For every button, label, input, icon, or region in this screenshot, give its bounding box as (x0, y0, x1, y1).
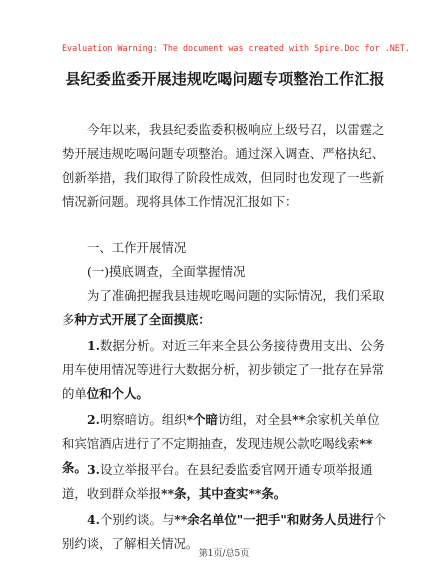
survey-intro-bold: 种方式开展了全面摸底： (74, 312, 211, 327)
item-3-bold-a: **条， (161, 486, 199, 501)
item-2-bold-b: ** (292, 412, 306, 427)
item-3-bold-b: 其中查实 (198, 486, 249, 501)
item-1-number: 1. (87, 338, 100, 353)
survey-intro-paragraph (62, 284, 386, 332)
item-1-bold: 位和个人。 (86, 386, 149, 401)
page-footer: 第1页/总5页 (198, 549, 250, 559)
intro-paragraph: 今年以来，我县纪委监委积极响应上级号召，以雷霆之势开展违规吃喝问题专项整治。通过深入调查、严格执纪、创新举措，我们取得了阶段性成效，但同时也发现了一些新情况新问题。现将具体工作情况汇报如下： (62, 122, 385, 209)
subsection-heading: (一)摸底调查，全面掌握情况 (87, 264, 246, 279)
item-2-bold-a: *个暗 (186, 412, 218, 427)
section-heading: 一、工作开展情况 (87, 240, 187, 255)
item-4-bold: **余名单位"一把手"和财务人员进行 (174, 512, 374, 527)
item-2-text-b: 访组，对全县 (217, 412, 293, 427)
item-2-bold-c: **条。 (62, 436, 373, 475)
evaluation-warning: Evaluation Warning: The document was created with Spire.Doc for .NET. (62, 43, 410, 53)
item-4-number: 4. (87, 512, 100, 527)
item-3-paragraph (62, 458, 386, 506)
item-3-number: 3. (87, 462, 100, 477)
item-2-text-c: 余家机关单位和宾馆酒店进行了不定期抽查，发现违规公款吃喝线索 (62, 412, 380, 451)
item-1-paragraph (62, 334, 386, 406)
item-4-text-a: 个别约谈。与 (99, 512, 175, 527)
item-1-text: 数据分析。对近三年来全县公务接待费用支出、公务用车使用情况等进行大数据分析，初步锁定了一批存在异常的单 (62, 338, 385, 401)
survey-intro-text: 为了准确把握我县违规吃喝问题的实际情况，我们采取多 (62, 288, 385, 327)
item-2-number: 2. (87, 412, 100, 427)
item-4-text-b: 个别约谈，了解相关情况。 (62, 512, 387, 551)
item-3-text-a: 设立举报平台。在县纪委监委官网开通专项举报通道，收到群众举报 (62, 462, 373, 501)
document-title: 县纪委监委开展违规吃喝问题专项整治工作汇报 (65, 70, 385, 88)
item-3-bold-c: **条。 (248, 486, 287, 501)
item-2-text-a: 明察暗访。组织 (99, 412, 187, 427)
